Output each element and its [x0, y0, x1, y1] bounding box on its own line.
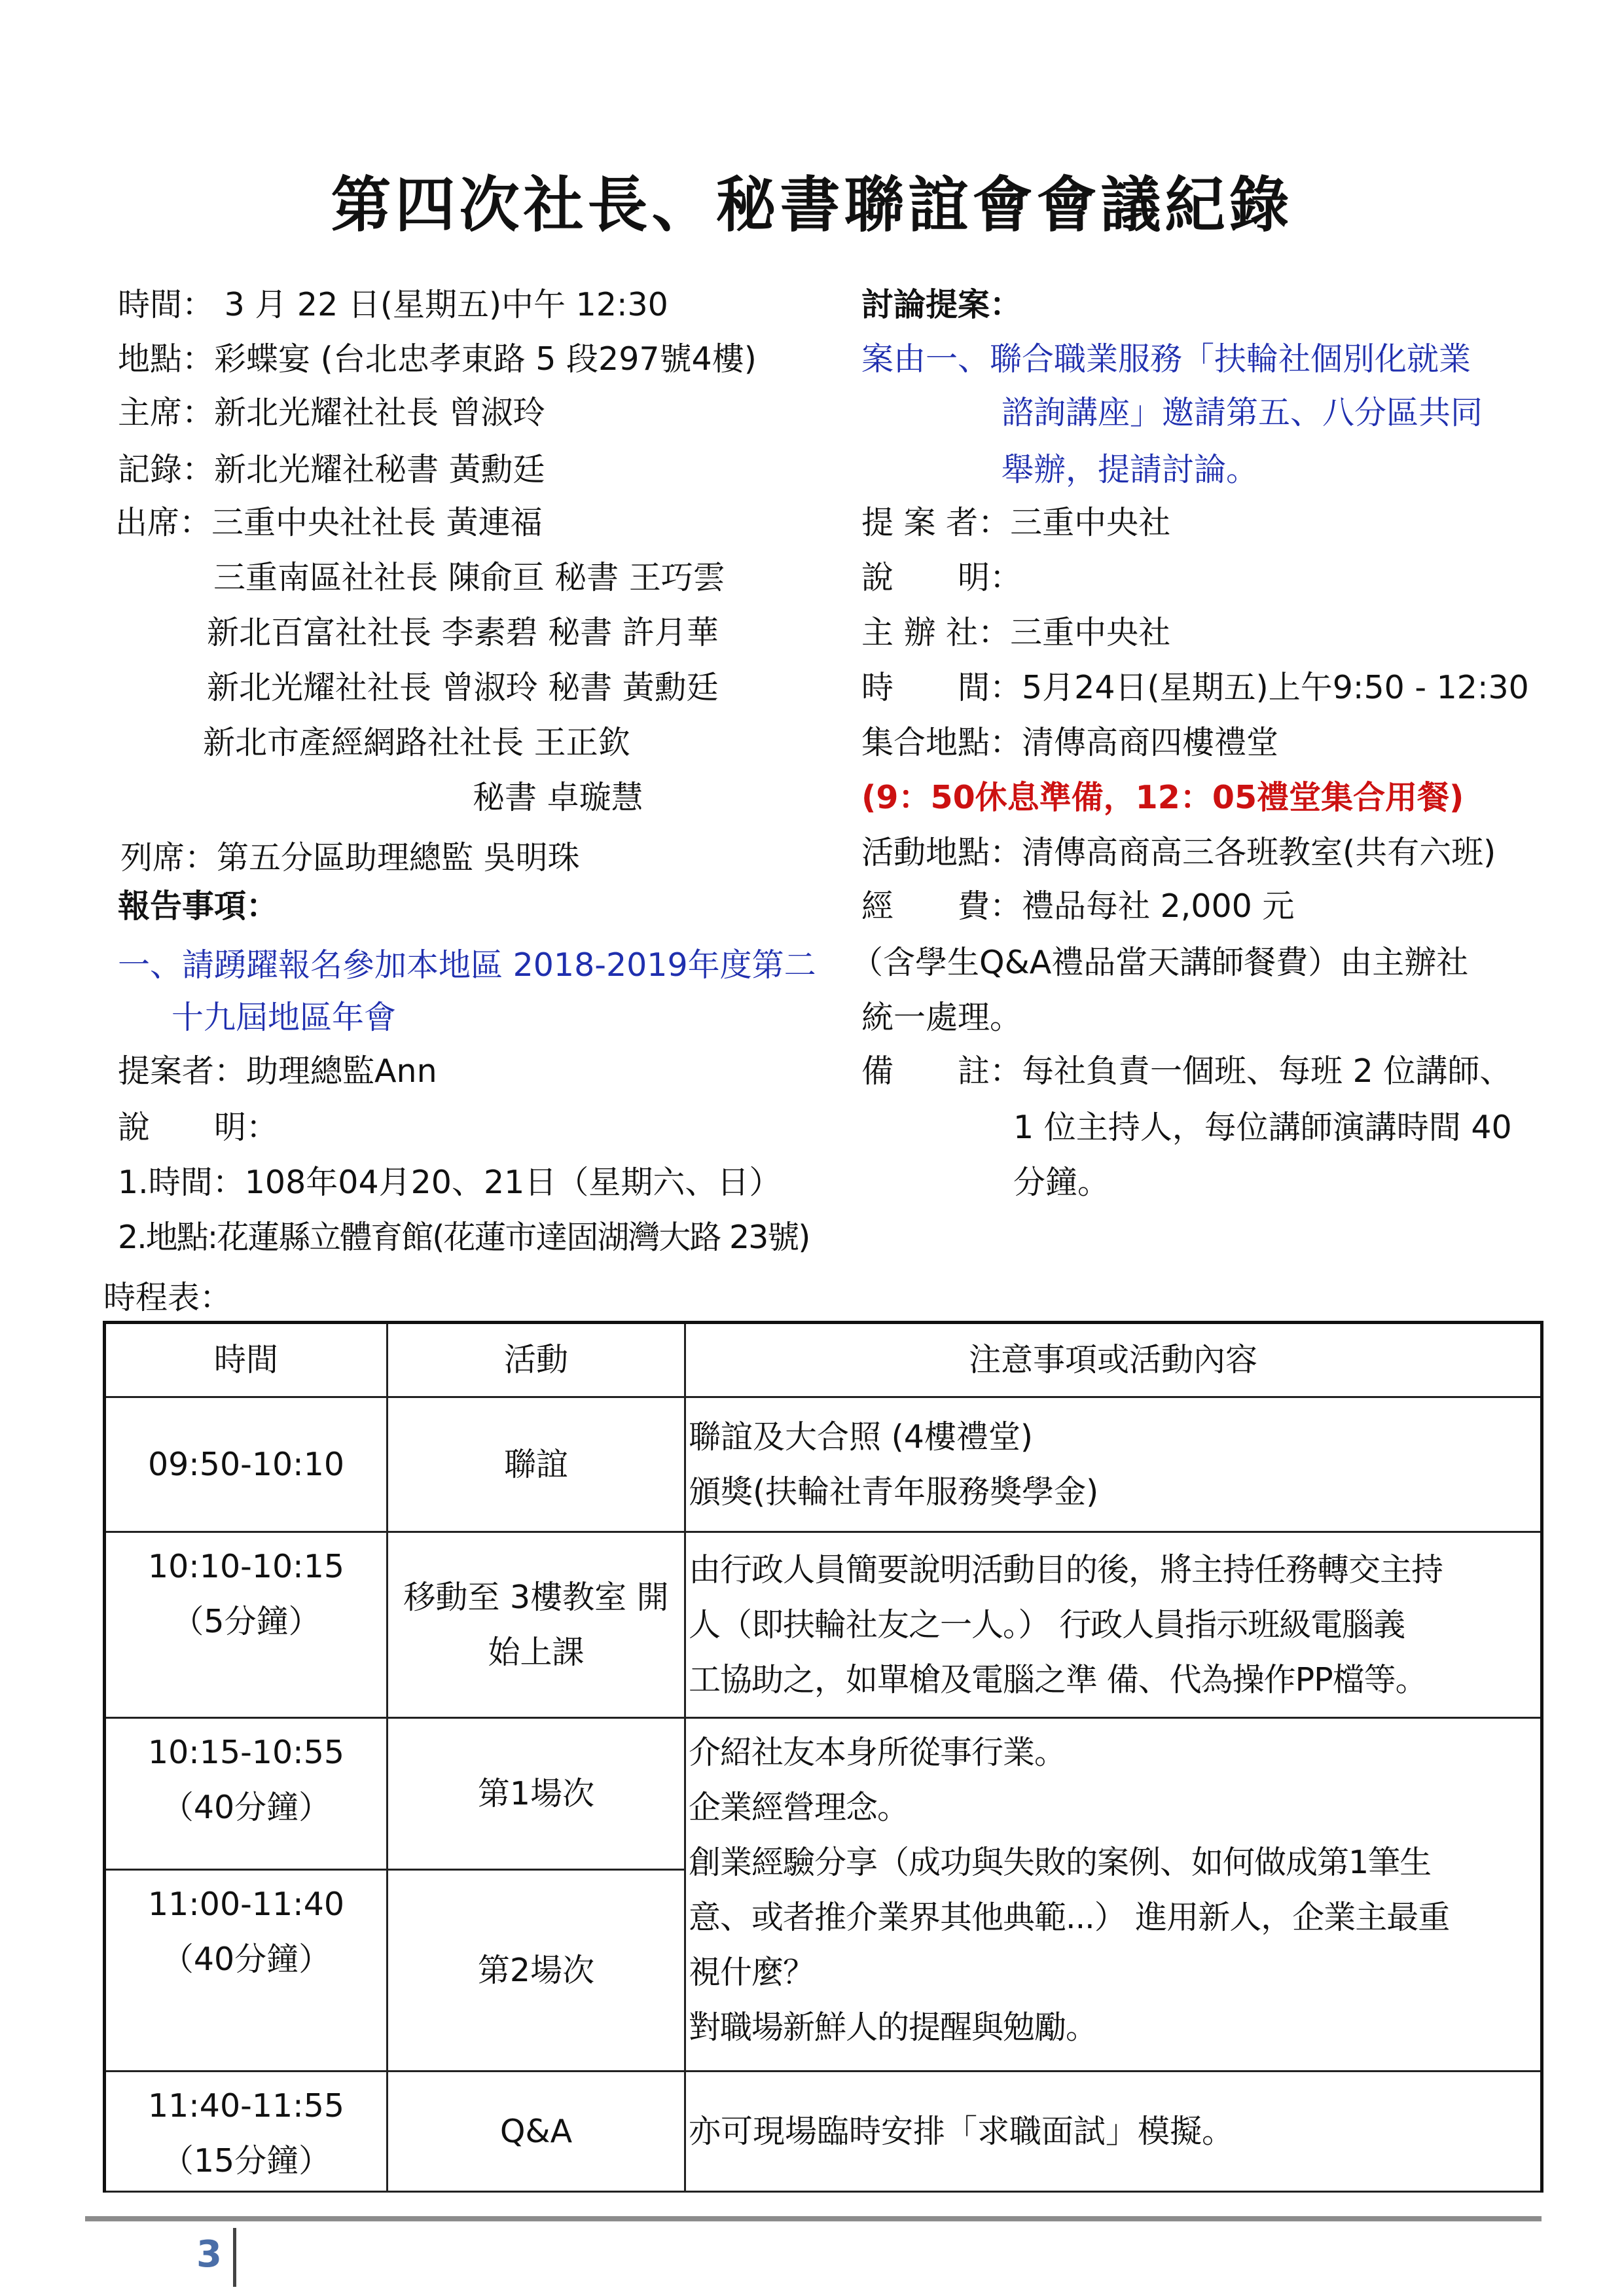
case-venue: 活動地點：清傳高商高三各班教室(共有六班): [861, 834, 1496, 871]
case-proposer: 提 案 者：三重中央社: [861, 504, 1171, 541]
report-explain: 說 明：: [118, 1109, 279, 1146]
row-time: [105, 2072, 388, 2192]
row-time: [105, 1397, 388, 1532]
meeting-recorder: 記錄：新北光耀社秘書 黃勳廷: [118, 451, 545, 488]
row-activity: [388, 1870, 685, 2072]
report-detail-time: 1.時間：108年04月20、21日（星期六、日）: [118, 1164, 782, 1201]
duration: （40分鐘）: [161, 1941, 331, 1978]
case-line: 案由一、聯合職業服務「扶輪社個別化就業: [861, 340, 1471, 378]
page-number-divider: [233, 2228, 236, 2287]
note-line: 對職場新鮮人的提醒與勉勵。: [689, 2009, 1098, 2046]
attendee-line: 新北光耀社社長 曾淑玲 秘書 黃勳廷: [207, 669, 719, 706]
table-header-row: [105, 1323, 1542, 1397]
table-row: [105, 2072, 1542, 2192]
attendee-line: 新北百富社社長 李素碧 秘書 許月華: [207, 614, 719, 651]
note-line: 工協助之，如單槍及電腦之準 備、代為操作PP檔等。: [689, 1660, 1427, 1698]
header-activity: 活動: [388, 1323, 685, 1397]
row-activity: [388, 1532, 685, 1718]
attendee-line: 新北市產經網路社社長 王正欽: [203, 724, 630, 761]
note-line: 意、或者推介業界其他典範...） 進用新人，企業主最重: [689, 1899, 1450, 1936]
note-line: 亦可現場臨時安排「求職面試」模擬。: [689, 2112, 1235, 2150]
time-range: 11:40-11:55: [147, 2087, 345, 2125]
activity-label: Q&A: [499, 2112, 573, 2150]
note-line: 人（即扶輪社友之一人。） 行政人員指示班級電腦義: [689, 1605, 1405, 1643]
duration: （40分鐘）: [161, 1789, 331, 1826]
case-fee-detail: （含學生Q&A禮品當天講師餐費）由主辦社: [851, 944, 1469, 981]
note-line: 頒獎(扶輪社青年服務獎學金): [689, 1473, 1099, 1511]
schedule-label: 時程表：: [103, 1279, 232, 1316]
document-title: 第四次社長、秘書聯誼會會議紀錄: [331, 170, 1293, 240]
case-host: 主 辦 社：三重中央社: [861, 614, 1171, 651]
row-notes: [685, 1532, 1542, 1718]
note-line: 聯誼及大合照 (4樓禮堂): [689, 1418, 1033, 1456]
case-remark-cont: 分鐘。: [1013, 1164, 1110, 1201]
row-activity: [388, 1397, 685, 1532]
report-item: 一、請踴躍報名參加本地區 2018-2019年度第二: [118, 946, 816, 984]
table-row: [105, 1397, 1542, 1532]
duration: （15分鐘）: [161, 2142, 331, 2179]
case-fee-detail-cont: 統一處理。: [861, 999, 1022, 1036]
case-note-red: (9：50休息準備，12：05禮堂集合用餐): [861, 779, 1464, 816]
meeting-place: 地點：彩蝶宴 (台北忠孝東路 5 段297號4樓): [118, 340, 757, 378]
time-range: 11:00-11:40: [147, 1886, 345, 1923]
case-remark-cont: 1 位主持人，每位講師演講時間 40: [1013, 1109, 1512, 1146]
report-detail-place: 2.地點:花蓮縣立體育館(花蓮市達固湖灣大路 23號): [118, 1219, 810, 1256]
meeting-time: 時間： 3 月 22 日(星期五)中午 12:30: [118, 286, 668, 323]
report-heading: 報告事項：: [118, 888, 279, 925]
table-row: [105, 1718, 1542, 1870]
activity-label: 移動至 3樓教室 開: [403, 1578, 669, 1616]
meeting-observer: 列席：第五分區助理總監 吳明珠: [120, 839, 580, 876]
discussion-heading: 討論提案：: [861, 286, 1022, 323]
report-proposer: 提案者：助理總監Ann: [118, 1052, 437, 1090]
header-notes: 注意事項或活動內容: [685, 1323, 1542, 1397]
table-row: [105, 1532, 1542, 1718]
case-fee: 經 費：禮品每社 2,000 元: [861, 888, 1295, 925]
row-notes: [685, 1718, 1542, 2072]
row-notes: [685, 2072, 1542, 2192]
row-activity: [388, 2072, 685, 2192]
case-explain: 說 明：: [861, 559, 1022, 596]
attendee-line: 出席：三重中央社社長 黃連福: [115, 504, 543, 541]
row-notes: [685, 1397, 1542, 1532]
row-time: [105, 1870, 388, 2072]
case-remark: 備 註：每社負責一個班、每班 2 位講師、: [861, 1052, 1512, 1090]
note-line: 由行政人員簡要說明活動目的後，將主持任務轉交主持: [689, 1551, 1443, 1588]
page-number: 3: [196, 2233, 222, 2276]
note-line: 企業經營理念。: [689, 1789, 909, 1826]
time-range: 10:10-10:15: [147, 1548, 345, 1585]
case-line: 諮詢講座」邀請第五、八分區共同: [1001, 394, 1483, 431]
case-time: 時 間：5月24日(星期五)上午9:50 - 12:30: [861, 669, 1529, 706]
note-line: 介紹社友本身所從事行業。: [689, 1734, 1066, 1771]
attendee-line: 三重南區社社長 陳俞亘 秘書 王巧雲: [213, 559, 725, 596]
activity-label: 始上課: [488, 1633, 585, 1671]
time-range: 09:50-10:10: [147, 1445, 345, 1483]
time-range: 10:15-10:55: [147, 1734, 345, 1771]
note-line: 視什麼？: [689, 1954, 815, 1991]
report-item-cont: 十九屆地區年會: [171, 999, 397, 1036]
activity-label: 第1場次: [477, 1774, 595, 1812]
activity-label: 第2場次: [477, 1951, 595, 1989]
note-line: 創業經驗分享（成功與失敗的案例、如何做成第1筆生: [689, 1844, 1432, 1881]
row-time: [105, 1532, 388, 1718]
case-gather: 集合地點：清傳高商四樓禮堂: [861, 724, 1279, 761]
attendee-line: 秘書 卓璇慧: [473, 779, 643, 816]
footer-rule: [85, 2216, 1542, 2221]
meeting-chair: 主席：新北光耀社社長 曾淑玲: [118, 394, 545, 431]
row-activity: [388, 1718, 685, 1870]
row-time: [105, 1718, 388, 1870]
case-line: 舉辦，提請討論。: [1001, 451, 1259, 488]
activity-label: 聯誼: [503, 1445, 568, 1483]
schedule-table: [103, 1321, 1543, 2193]
header-time: 時間: [105, 1323, 388, 1397]
duration: （5分鐘）: [171, 1603, 321, 1640]
